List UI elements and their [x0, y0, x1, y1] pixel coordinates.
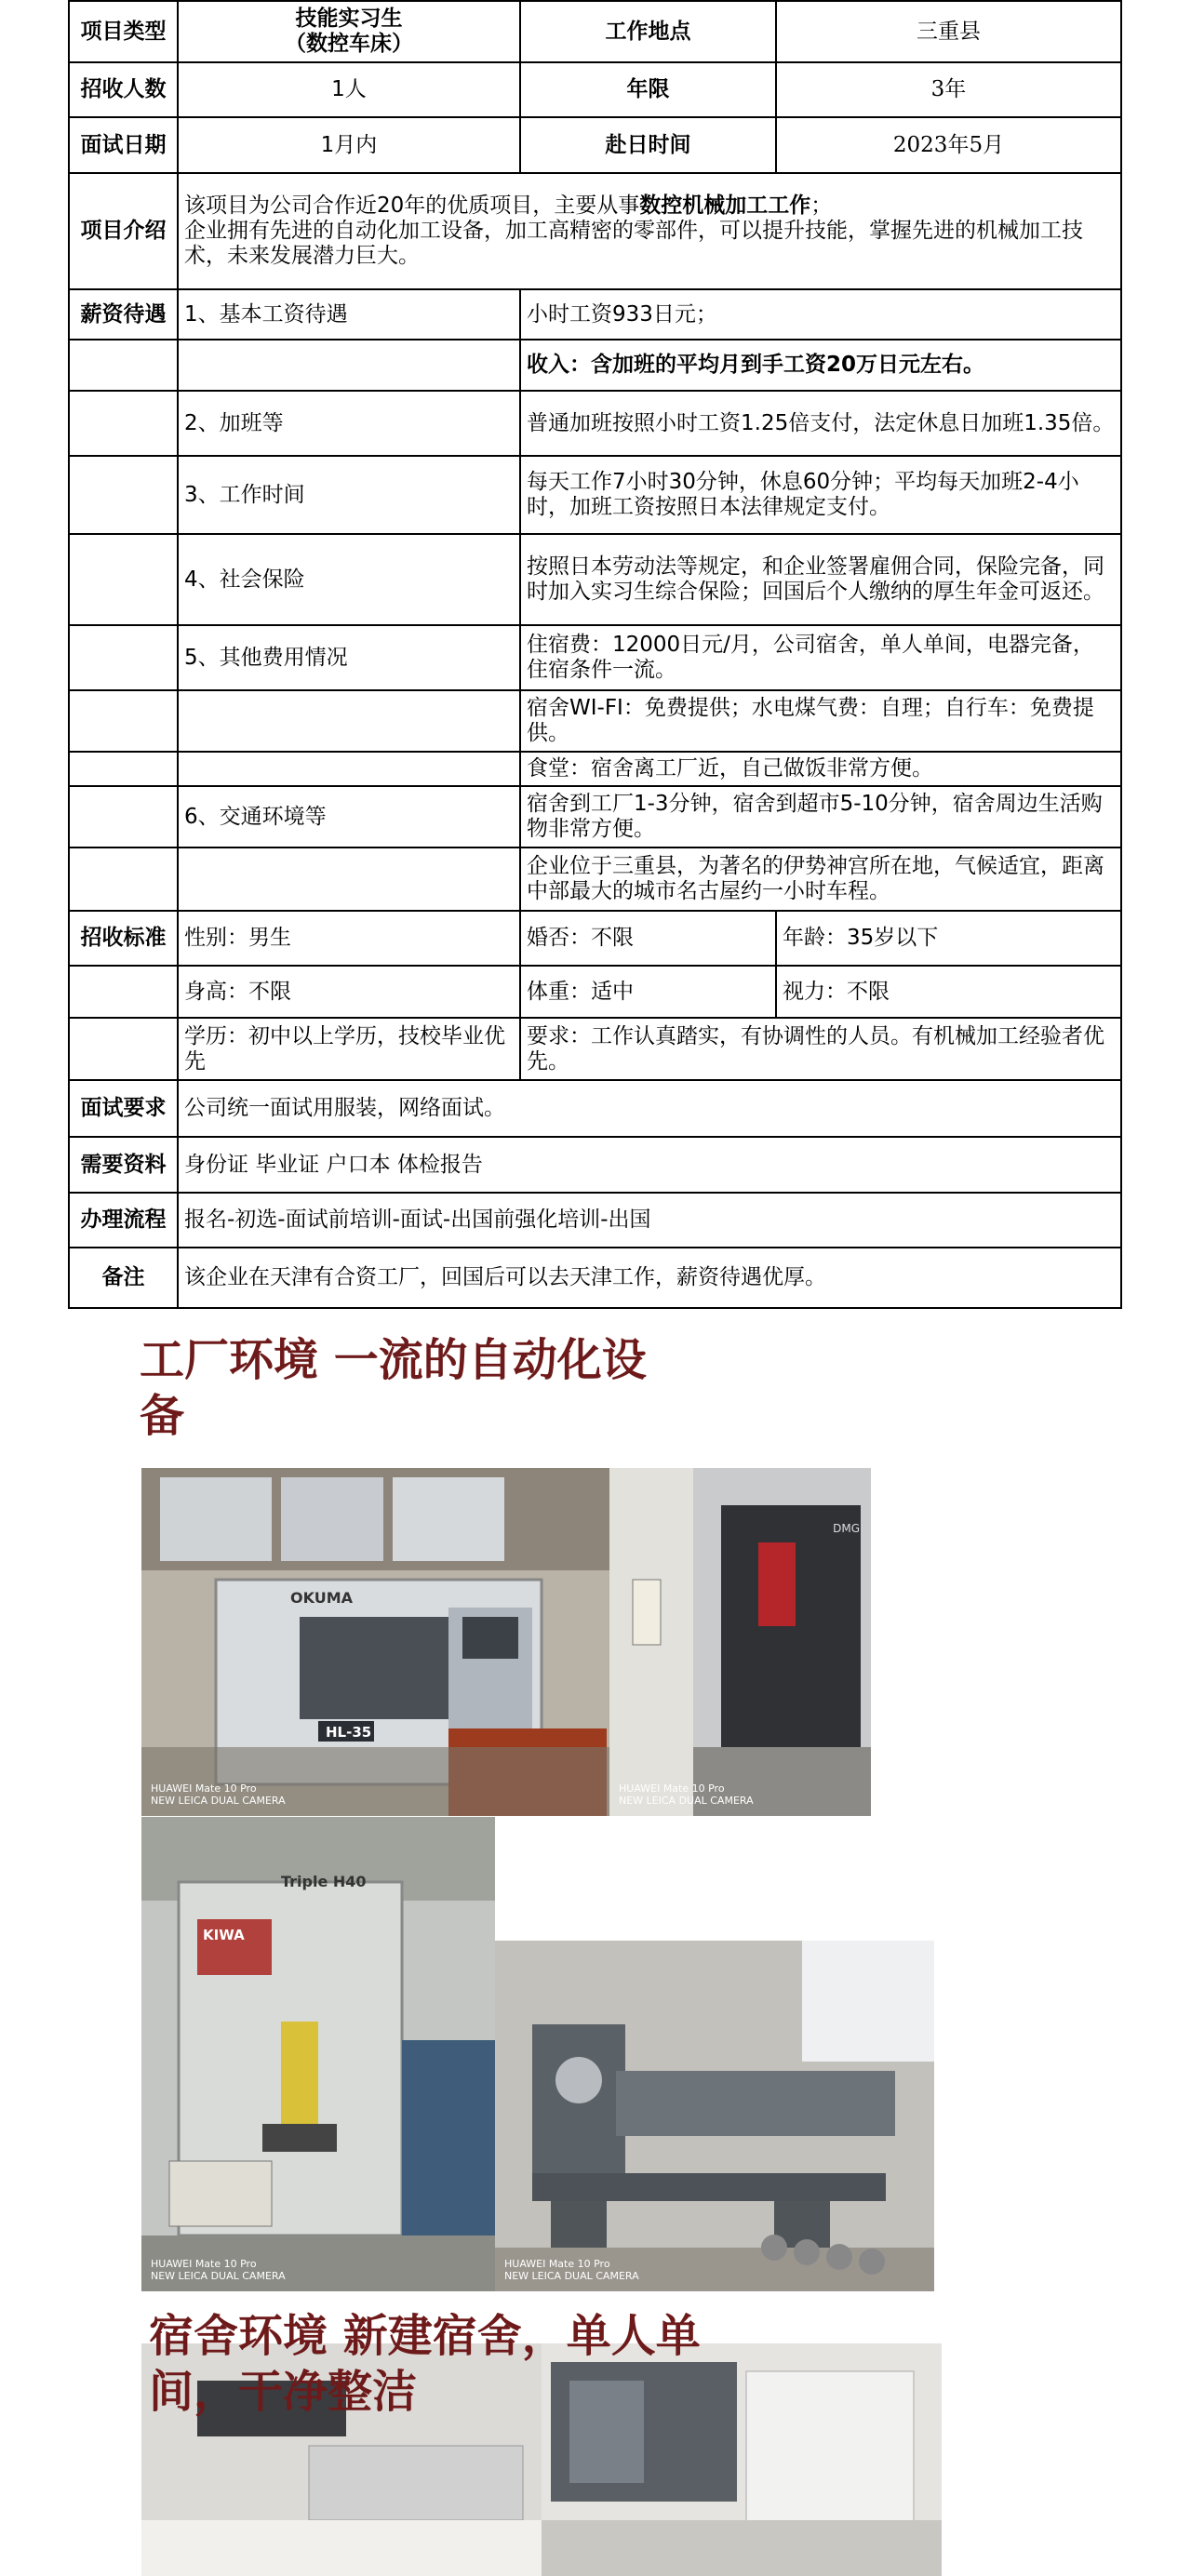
job-info-table	[68, 0, 1122, 1309]
label-headcount: 招收人数	[69, 62, 178, 117]
label-term: 年限	[520, 62, 776, 117]
value-departure: 2023年5月	[776, 117, 1121, 173]
label-salary: 薪资待遇	[69, 289, 178, 340]
row-project-type	[69, 1, 1121, 62]
factory-photo-dmg	[609, 1468, 871, 1816]
recruit-education: 学历：初中以上学历，技校毕业优先	[178, 1018, 520, 1080]
row-intro	[69, 173, 1121, 289]
label-remarks: 备注	[69, 1248, 178, 1308]
dorm-section-title: 宿舍环境 新建宿舍，单人单 间，干净整洁	[149, 2310, 701, 2418]
row-salary-10	[69, 848, 1121, 911]
salary-detail: 小时工资933日元；	[520, 289, 1121, 340]
label-recruit: 招收标准	[69, 911, 178, 966]
row-interview	[69, 1080, 1121, 1137]
salary-detail: 普通加班按照小时工资1.25倍支付，法定休息日加班1.35倍。	[520, 391, 1121, 456]
salary-item	[178, 690, 520, 752]
salary-detail: 按照日本劳动法等规定，和企业签署雇佣合同，保险完备，同时加入实习生综合保险；回国后个人缴纳的厚生年金可返还。	[520, 534, 1121, 625]
label-work-location: 工作地点	[520, 1, 776, 62]
label-project-type: 项目类型	[69, 1, 178, 62]
row-salary-3	[69, 391, 1121, 456]
salary-item: 5、其他费用情况	[178, 625, 520, 690]
recruit-requirement: 要求：工作认真踏实，有协调性的人员。有机械加工经验者优先。	[520, 1018, 1121, 1080]
label-departure: 赴日时间	[520, 117, 776, 173]
salary-item	[178, 340, 520, 391]
salary-detail: 食堂：宿舍离工厂近，自己做饭非常方便。	[520, 752, 1121, 786]
factory-photo-conventional-lathe	[495, 1941, 934, 2291]
row-salary-9	[69, 786, 1121, 848]
value-work-location: 三重县	[776, 1, 1121, 62]
factory-section-title: 工厂环境 一流的自动化设 备	[140, 1334, 647, 1442]
recruit-height: 身高：不限	[178, 966, 520, 1018]
row-salary-4	[69, 456, 1121, 534]
value-interview: 公司统一面试用服装，网络面试。	[178, 1080, 1121, 1137]
recruit-gender: 性别：男生	[178, 911, 520, 966]
value-process: 报名-初选-面试前培训-面试-出国前强化培训-出国	[178, 1193, 1121, 1248]
row-documents	[69, 1137, 1121, 1193]
dmg-label: DMG	[833, 1522, 860, 1535]
value-interview-date: 1月内	[178, 117, 520, 173]
salary-detail: 收入：含加班的平均月到手工资20万日元左右。	[520, 340, 1121, 391]
value-documents: 身份证 毕业证 户口本 体检报告	[178, 1137, 1121, 1193]
salary-detail: 每天工作7小时30分钟，休息60分钟；平均每天加班2-4小时，加班工资按照日本法律规定支付。	[520, 456, 1121, 534]
row-salary-7	[69, 690, 1121, 752]
salary-item: 1、基本工资待遇	[178, 289, 520, 340]
label-intro: 项目介绍	[69, 173, 178, 289]
recruit-vision: 视力：不限	[776, 966, 1121, 1018]
row-recruit-2	[69, 966, 1121, 1018]
camera-watermark: HUAWEI Mate 10 Pro NEW LEICA DUAL CAMERA	[151, 1782, 286, 1807]
value-headcount: 1人	[178, 62, 520, 117]
value-intro: 该项目为公司合作近20年的优质项目，主要从事数控机械加工工作； 企业拥有先进的自动化加工设备，加工高精密的零部件，可以提升技能，掌握先进的机械加工技术，未来发展潜力巨大。	[178, 173, 1121, 289]
value-term: 3年	[776, 62, 1121, 117]
value-remarks: 该企业在天津有合资工厂，回国后可以去天津工作，薪资待遇优厚。	[178, 1248, 1121, 1308]
row-remarks	[69, 1248, 1121, 1308]
salary-detail: 宿舍WI-FI：免费提供；水电煤气费：自理；自行车：免费提供。	[520, 690, 1121, 752]
row-salary-5	[69, 534, 1121, 625]
recruit-age: 年龄：35岁以下	[776, 911, 1121, 966]
salary-detail: 企业位于三重县，为著名的伊势神宫所在地，气候适宜，距离中部最大的城市名古屋约一小时车程。	[520, 848, 1121, 911]
row-salary-2	[69, 340, 1121, 391]
label-interview: 面试要求	[69, 1080, 178, 1137]
salary-item: 4、社会保险	[178, 534, 520, 625]
factory-photo-lathe	[141, 1468, 609, 1816]
salary-detail: 住宿费：12000日元/月，公司宿舍，单人单间，电器完备，住宿条件一流。	[520, 625, 1121, 690]
salary-item	[178, 848, 520, 911]
cell-label: Triple H40	[281, 1873, 367, 1890]
salary-item	[178, 752, 520, 786]
salary-item: 6、交通环境等	[178, 786, 520, 848]
cell-brand-label: KIWA	[203, 1927, 245, 1943]
lathe-brand-label: OKUMA	[290, 1589, 354, 1607]
row-recruit-3	[69, 1018, 1121, 1080]
label-interview-date: 面试日期	[69, 117, 178, 173]
label-process: 办理流程	[69, 1193, 178, 1248]
salary-item: 2、加班等	[178, 391, 520, 456]
salary-detail: 宿舍到工厂1-3分钟，宿舍到超市5-10分钟，宿舍周边生活购物非常方便。	[520, 786, 1121, 848]
salary-item: 3、工作时间	[178, 456, 520, 534]
value-project-type: 技能实习生 （数控车床）	[178, 1, 520, 62]
row-salary-8	[69, 752, 1121, 786]
row-headcount	[69, 62, 1121, 117]
camera-watermark: HUAWEI Mate 10 Pro NEW LEICA DUAL CAMERA	[151, 2258, 286, 2282]
row-interview-date	[69, 117, 1121, 173]
row-process	[69, 1193, 1121, 1248]
lathe-model-label: HL-35	[326, 1724, 372, 1741]
recruit-weight: 体重：适中	[520, 966, 776, 1018]
row-salary-1	[69, 289, 1121, 340]
camera-watermark: HUAWEI Mate 10 Pro NEW LEICA DUAL CAMERA	[619, 1782, 754, 1807]
camera-watermark: HUAWEI Mate 10 Pro NEW LEICA DUAL CAMERA	[504, 2258, 639, 2282]
row-salary-6	[69, 625, 1121, 690]
label-documents: 需要资料	[69, 1137, 178, 1193]
row-recruit-1	[69, 911, 1121, 966]
factory-photo-robot-cell	[141, 1817, 495, 2291]
recruit-marriage: 婚否：不限	[520, 911, 776, 966]
